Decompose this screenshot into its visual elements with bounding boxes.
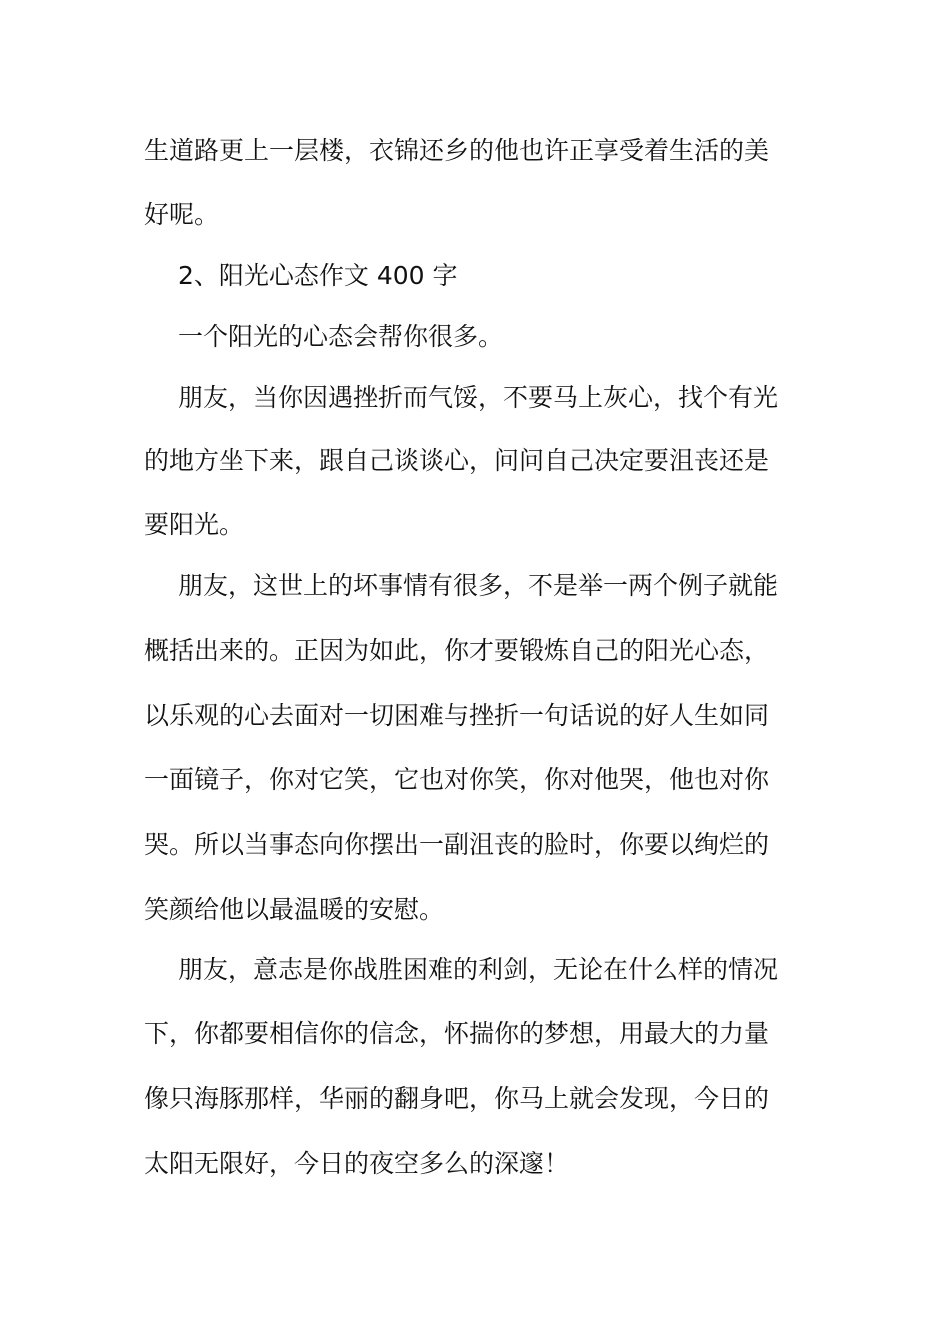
text-line: 哭。所以当事态向你摆出一副沮丧的脸时，你要以绚烂的 — [144, 830, 770, 859]
text-line: 以乐观的心去面对一切困难与挫折一句话说的好人生如同 — [144, 701, 770, 730]
text-line: 像只海豚那样，华丽的翻身吧，你马上就会发现，今日的 — [144, 1084, 770, 1113]
text-line: 的地方坐下来，跟自己谈谈心，问问自己决定要沮丧还是 — [144, 446, 770, 475]
text-line: 笑颜给他以最温暖的安慰。 — [144, 895, 445, 924]
text-line: 朋友，当你因遇挫折而气馁，不要马上灰心，找个有光 — [178, 383, 779, 412]
text-line: 下，你都要相信你的信念，怀揣你的梦想，用最大的力量 — [144, 1019, 770, 1048]
text-line: 生道路更上一层楼，衣锦还乡的他也许正享受着生活的美 — [144, 136, 770, 165]
text-line: 概括出来的。正因为如此，你才要锻炼自己的阳光心态， — [144, 636, 770, 665]
text-line: 朋友，这世上的坏事情有很多，不是举一两个例子就能 — [178, 571, 779, 600]
text-line: 一个阳光的心态会帮你很多。 — [178, 322, 504, 351]
text-line: 要阳光。 — [144, 510, 245, 539]
text-line: 太阳无限好，今日的夜空多么的深邃！ — [144, 1149, 570, 1178]
text-line: 一面镜子，你对它笑，它也对你笑，你对他哭，他也对你 — [144, 765, 770, 794]
section-heading: 2、阳光心态作文 400 字 — [178, 261, 458, 290]
text-line: 好呢。 — [144, 200, 220, 229]
text-line: 朋友，意志是你战胜困难的利剑，无论在什么样的情况 — [178, 955, 779, 984]
